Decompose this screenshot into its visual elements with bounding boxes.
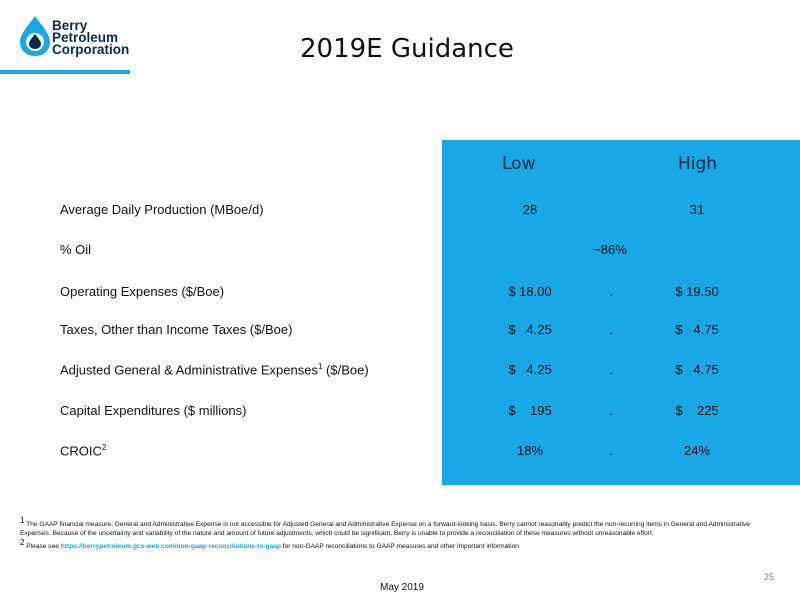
- page-number: 25: [763, 572, 774, 582]
- table-row: [0, 202, 800, 222]
- footnote-1-marker: 1: [20, 516, 25, 525]
- row-label: [60, 242, 91, 257]
- separator-dot: .: [609, 403, 613, 418]
- footnote-2-suffix: for non-GAAP reconciliations to GAAP measures and other important information: [280, 542, 519, 550]
- footnote-2-marker: 2: [20, 537, 25, 547]
- high-value: $ 19.50: [675, 284, 719, 299]
- separator-dot: .: [609, 284, 613, 299]
- row-label: [60, 403, 246, 418]
- slide-title: 2019E Guidance: [300, 34, 514, 64]
- company-name: [52, 20, 129, 56]
- table-row: [0, 284, 800, 304]
- row-label-text: Capital Expenditures ($ millions): [60, 403, 247, 418]
- row-label-text: % Oil: [60, 242, 92, 257]
- separator-dot: .: [609, 443, 613, 458]
- row-label-text: Operating Expenses ($/Boe): [60, 284, 225, 299]
- row-label-suffix: ($/Boe): [322, 362, 369, 378]
- column-header-low: Low: [502, 154, 536, 174]
- row-label: [60, 443, 106, 458]
- footnotes: [20, 517, 760, 552]
- footnote-2-prefix: Please see: [26, 542, 61, 550]
- high-value: $ 4.75: [675, 362, 719, 377]
- high-value: $ 4.75: [675, 322, 719, 337]
- row-label: [60, 202, 264, 217]
- company-name-line-2: Petroleum: [52, 30, 119, 45]
- table-row: [0, 362, 800, 382]
- company-name-line-1: Berry: [52, 18, 88, 33]
- row-label-text: CROIC: [60, 443, 102, 459]
- row-label: [60, 362, 369, 377]
- row-label: [60, 322, 292, 337]
- low-value: $ 4.25: [508, 322, 552, 337]
- table-row: [0, 322, 800, 342]
- header-accent-rule: [0, 70, 130, 74]
- row-label-text: Adjusted General & Administrative Expenses: [60, 362, 318, 378]
- high-value: 24%: [683, 443, 711, 458]
- separator-dot: .: [609, 362, 613, 377]
- footnote-reference: 1: [317, 362, 323, 371]
- presentation-date: May 2019: [380, 582, 424, 593]
- footnote-1: [20, 517, 760, 539]
- table-row: [0, 443, 800, 463]
- low-value: 18%: [516, 443, 544, 458]
- guidance-values-panel: [442, 140, 800, 485]
- table-row: [0, 242, 800, 262]
- company-name-line-3: Corporation: [52, 42, 130, 57]
- single-value: ~86%: [593, 242, 627, 257]
- low-value: $ 4.25: [508, 362, 552, 377]
- footnote-reference: 2: [101, 443, 107, 452]
- footnote-2: [20, 539, 760, 552]
- table-row: [0, 403, 800, 423]
- reconciliation-link[interactable]: https://berrypetroleum.gcs-web.com/non-gaap-reconciliations-to-gaap: [60, 542, 281, 550]
- row-label-text: Taxes, Other than Income Taxes ($/Boe): [60, 322, 293, 337]
- footnote-1-text: The GAAP financial measure, General and Administrative Expense is not accessible for Adjusted General and Administrative Expense on a forward-looking basis. Berry cannot reasonably predict the non-recurring items in General and Administrative Expenses. Because of the uncertainty and variability of the nature and amount of future adjustments, which could be significant, Berry is unable to provide a reconciliation of these measures without unreasonable effort.: [20, 521, 750, 537]
- column-header-high: High: [678, 154, 718, 174]
- high-value: 31: [689, 202, 705, 217]
- separator-dot: .: [609, 322, 613, 337]
- row-label-text: Average Daily Production (MBoe/d): [60, 202, 264, 217]
- row-label: [60, 284, 224, 299]
- oil-drop-logo-icon: [18, 14, 52, 58]
- low-value: $ 195: [508, 403, 552, 418]
- high-value: $ 225: [675, 403, 719, 418]
- low-value: $ 18.00: [508, 284, 552, 299]
- low-value: 28: [522, 202, 538, 217]
